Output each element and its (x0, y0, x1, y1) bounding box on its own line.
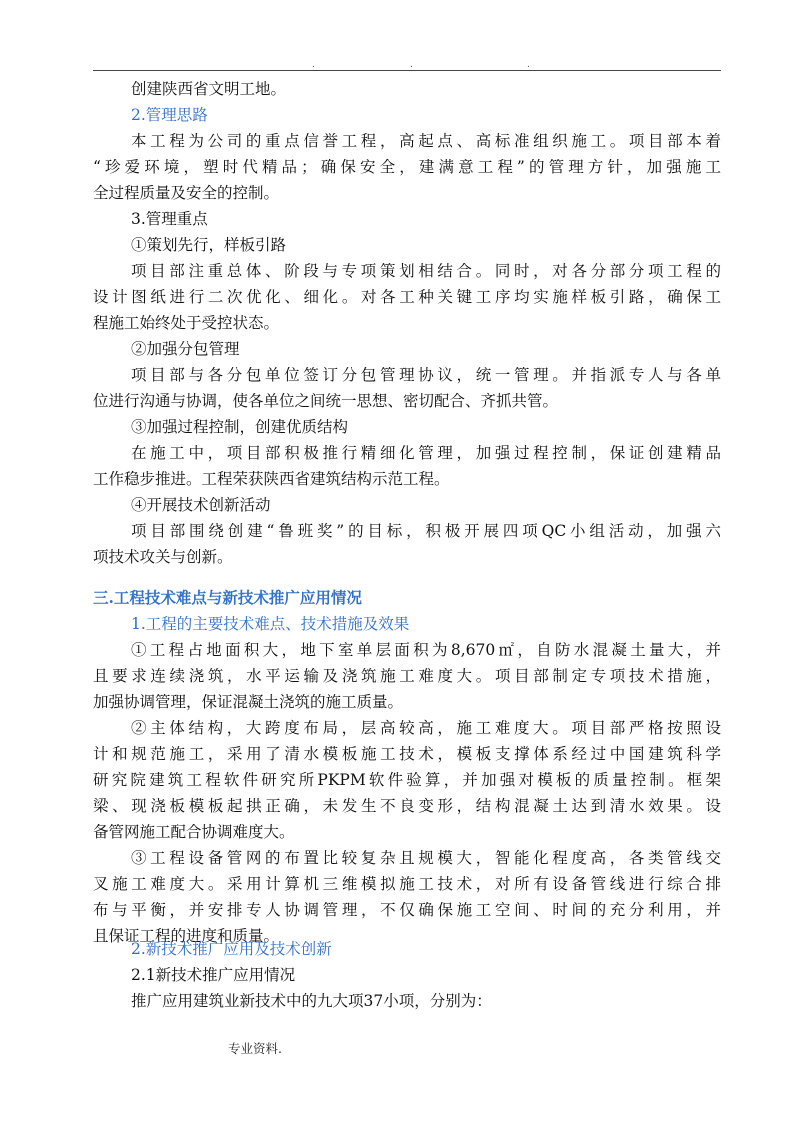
paragraph-line: 研究院建筑工程软件研究所PKPM软件验算，并加强对模板的质量控制。框架 (93, 771, 721, 789)
paragraph-line: 推广应用建筑业新技术中的九大项37小项，分别为： (131, 992, 492, 1010)
footer-text: 专业资料. (228, 1041, 282, 1056)
paragraph-line: 布与平衡，并安排专人协调管理，不仅确保施工空间、时间的充分利用，并 (93, 901, 721, 919)
paragraph-line: 创建陕西省文明工地。 (131, 80, 287, 98)
section-heading: 3.管理重点 (131, 210, 208, 228)
paragraph-line: 项技术攻关与创新。 (93, 548, 233, 566)
paragraph-line: 且保证工程的进度和质量。 (93, 927, 280, 945)
header-rule (93, 70, 721, 71)
subheading: ④开展技术创新活动 (131, 496, 271, 514)
paragraph-line: 项目部与各分包单位签订分包管理协议，统一管理。并指派专人与各单 (131, 366, 721, 384)
paragraph-line: 备管网施工配合协调难度大。 (93, 823, 295, 841)
subheading: ②加强分包管理 (131, 340, 240, 358)
paragraph-line: 位进行沟通与协调，使各单位之间统一思想、密切配合、齐抓共管。 (93, 392, 559, 410)
paragraph-line: ②主体结构，大跨度布局，层高较高，施工难度大。项目部严格按照设 (131, 719, 721, 737)
paragraph-line: 程施工始终处于受控状态。 (93, 314, 280, 332)
paragraph-line: 项目部注重总体、阶段与专项策划相结合。同时，对各分部分项工程的 (131, 262, 721, 280)
paragraph-line: ①工程占地面积大，地下室单层面积为8,670㎡，自防水混凝土量大，并 (131, 641, 721, 659)
paragraph-line: 梁、现浇板模板起拱正确，未发生不良变形，结构混凝土达到清水效果。设 (93, 797, 721, 815)
paragraph-line: 加强协调管理，保证混凝土浇筑的施工质量。 (93, 693, 404, 711)
section-heading: 1.工程的主要技术难点、技术措施及效果 (131, 615, 410, 633)
paragraph-line: “珍爱环境，塑时代精品；确保安全，建满意工程”的管理方针，加强施工 (93, 158, 721, 176)
header-dot: . (527, 60, 530, 70)
section-heading: 2.管理思路 (131, 106, 208, 124)
paragraph-line: 项目部围绕创建“鲁班奖”的目标，积极开展四项QC小组活动，加强六 (131, 522, 721, 540)
paragraph-line: 全过程质量及安全的控制。 (93, 184, 280, 202)
paragraph-line: 设计图纸进行二次优化、细化。对各工种关键工序均实施样板引路，确保工 (93, 288, 721, 306)
header-dot: . (312, 60, 315, 70)
paragraph-line: 叉施工难度大。采用计算机三维模拟施工技术，对所有设备管线进行综合排 (93, 875, 721, 893)
section-heading: 2.新技术推广应用及技术创新 (131, 940, 332, 958)
subheading: ③加强过程控制，创建优质结构 (131, 418, 349, 436)
paragraph-line: 且要求连续浇筑，水平运输及浇筑施工难度大。项目部制定专项技术措施， (93, 667, 721, 685)
paragraph-line: 在施工中，项目部积极推行精细化管理，加强过程控制，保证创建精品 (131, 444, 721, 462)
subheading: 2.1新技术推广应用情况 (131, 966, 296, 984)
paragraph-line: 本工程为公司的重点信誉工程，高起点、高标准组织施工。项目部本着 (131, 132, 721, 150)
paragraph-line: 工作稳步推进。工程荣获陕西省建筑结构示范工程。 (93, 470, 450, 488)
paragraph-line: ③工程设备管网的布置比较复杂且规模大，智能化程度高，各类管线交 (131, 849, 721, 867)
header-dot: . (410, 60, 413, 70)
subheading: ①策划先行，样板引路 (131, 236, 287, 254)
header-dots (0, 60, 794, 70)
paragraph-line: 计和规范施工，采用了清水模板施工技术，模板支撑体系经过中国建筑科学 (93, 745, 721, 763)
chapter-heading: 三.工程技术难点与新技术推广应用情况 (93, 588, 362, 607)
